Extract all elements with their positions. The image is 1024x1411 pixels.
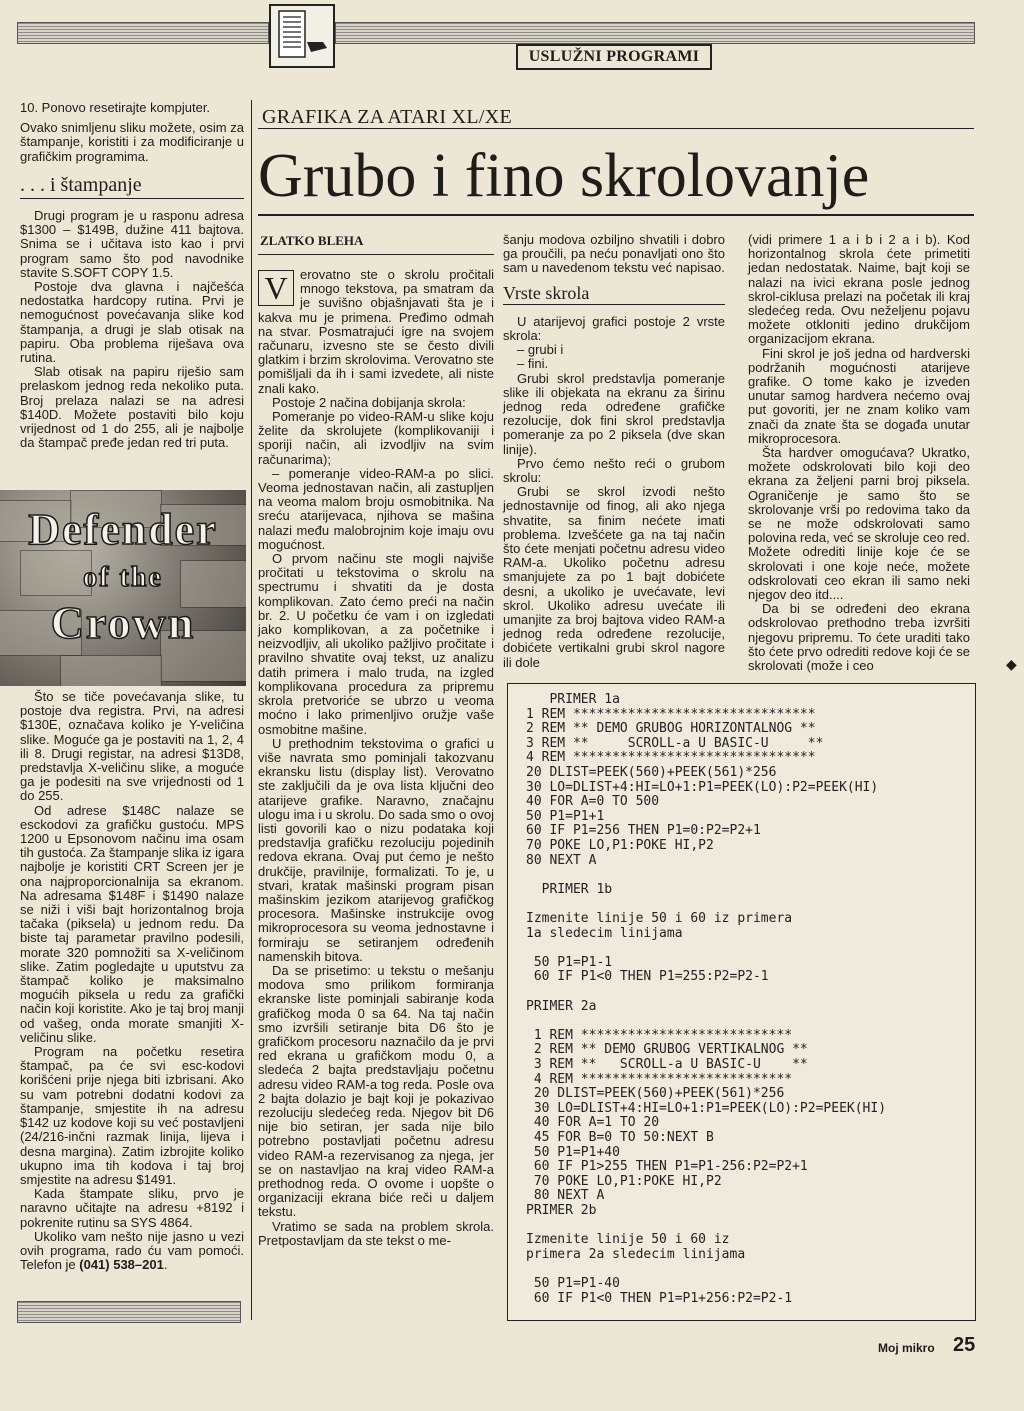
- paragraph: Drugi program je u rasponu adresa $1300 – $149B, dužine 411 bajtova. Snima se i učitava isto kao i prvi program samo što pod navodnike stavite S.SOFT COPY 1.5.: [20, 208, 244, 280]
- stone: [60, 655, 162, 686]
- vertical-rule: [251, 100, 252, 1320]
- code-line: 60 IF P1<0 THEN P1=255:P2=P2-1: [526, 969, 769, 985]
- code-line: 3 REM ** SCROLL-a U BASIC-U **: [526, 1057, 808, 1072]
- code-line: 1 REM *******************************: [526, 706, 816, 722]
- code-line: primera 2a sledecim linijama: [526, 1246, 746, 1262]
- image-word: Defender: [28, 505, 218, 554]
- paragraph: Grubi skrol predstavlja pomeranje slike ili objekata na ekranu za širinu jednog reda određene grafičke rezolucije, dok fini skrol predstavlja pomeranje za po 2 piksela (dve skan linije).: [503, 370, 725, 457]
- paragraph: Vratimo se sada na problem skrola. Pretpostavljam da ste tekst o me-: [258, 1218, 494, 1248]
- rule: [503, 304, 725, 305]
- header-stripe-left: [17, 22, 269, 44]
- paragraph: Postoje dva glavna i najčešća nedostatka hardcopy rutina. Prvi je nemogućnost povećavanja slike kod štampanja, a drugi je slab otisak na papiru. Oba problema riješava ova rutina.: [20, 279, 244, 366]
- code-line: 30 LO=DLIST+4:HI=LO+1:P1=PEEK(LO):P2=PEEK(HI): [526, 1100, 887, 1116]
- paragraph: – pomeranje video-RAM-a po slici. Veoma jednostavan način, ali zastupljen na veoma malom broju osmobitnika. Na sreću atarijevaca, njihova se mašina nalazi među malobrojnim koje imaju ovu mogućnost.: [258, 465, 494, 552]
- article-title: Grubo i fino skrolovanje: [258, 142, 870, 210]
- code-line: 70 POKE LO,P1:POKE HI,P2: [526, 1173, 722, 1189]
- author-rule: [258, 254, 494, 255]
- paragraph: (vidi primere 1 a i b i 2 a i b). Kod horizontalnog skrola ćete primetiti jedan nedostatak. Naime, bajt koji se nalazi na ivici ekrana posle jednog skrol-ciklusa prelazi na početak ili kraj sledećeg reda. Ovu neželjenu pojavu možete otkloniti jedino drukčijom organizacijom ekrana.: [748, 232, 970, 347]
- paragraph: O prvom načinu ste mogli najviše pročitati u tekstovima o skrolu na spectrumu i shvatiti da je dosta komplikovan. Zato ćemo preći na način br. 2. U početku će vam i on izgledati jako komplikovan, a za početnike i neizvodljiv, ali ukoliko pažljivo pročitate i pravilno shvatite ovaj tekst, uz analizu datih primera i malo truda, na izgled komplikovana procedura za pripremu skrola pretvoriće se ubrzo u veoma moćno i lako primenljivo oružje vaše osmobitne mašine.: [258, 551, 494, 737]
- paragraph: 10. Ponovo resetirajte kompjuter.: [20, 100, 211, 115]
- contact-text: Ukoliko vam nešto nije jasno u vezi ovih programa, rado ću vam pomoći. Telefon je: [20, 1228, 244, 1273]
- paragraph: Program na početku resetira štampač, pa će svi esc-kodovi korišćeni prije njega biti izbrisani. Ako su vam potrebni dodatni kodovi za štampanje, smjestite ih na adresu $142 uz kodove koji su već postavljeni (24/216-inčni razmak linija, lijeva i desna margina). Zatim izbrojite koliko ukupno ima tih kodova i taj broj smjestite na adresu $1491.: [20, 1044, 244, 1187]
- paragraph: U atarijevoj grafici postoje 2 vrste skrola:: [503, 313, 725, 344]
- paragraph: Što se tiče povećavanja slike, tu postoje dva registra. Prvi, na adresi $130E, označava koliko je Y-veličina slike. Moguće ga je postaviti na 1, 2, 4 ili 8. Drugi registar, na adresi $13D8, predstavlja X-veličinu slike, a moguće ga je podesiti na sve vrijednosti od 1 do 255.: [20, 689, 244, 804]
- title-rule: [258, 214, 974, 216]
- paragraph: Postoje 2 načina dobijanja skrola:: [272, 394, 466, 410]
- paragraph: Pomeranje po video-RAM-u slike koju želite da skrolujete (komplikovaniji i sporiji način, ali izvodljiv na svim računarima);: [258, 409, 494, 467]
- document-icon: [271, 6, 333, 66]
- left-column-bottom: [20, 690, 244, 1272]
- code-line: 50 P1=P1-40: [526, 1276, 620, 1291]
- code-line: 70 POKE LO,P1:POKE HI,P2: [526, 838, 714, 853]
- rule: [20, 198, 244, 199]
- section-label: USLUŽNI PROGRAMI: [516, 44, 712, 70]
- code-line: 50 P1=P1-1: [526, 954, 613, 970]
- article-column-3: [748, 233, 970, 673]
- code-line: PRIMER 1a: [526, 692, 620, 707]
- code-line: 2 REM ** DEMO GRUBOG HORIZONTALNOG **: [526, 721, 816, 737]
- list-item: – grubi i: [517, 342, 564, 358]
- magazine-name: Moj mikro: [878, 1341, 935, 1355]
- left-subhead: . . . i štampanje: [20, 173, 142, 196]
- code-line: 60 IF P1>255 THEN P1=P1-256:P2=P2+1: [526, 1159, 808, 1175]
- article-column-2: [503, 233, 725, 670]
- code-line: Izmenite linije 50 i 60 iz: [526, 1232, 730, 1248]
- code-line: 50 P1=P1+1: [526, 808, 605, 824]
- article-kicker: GRAFIKA ZA ATARI XL/XE: [262, 106, 513, 128]
- paragraph: Slab otisak na papiru riješio sam prelaskom jednog reda nekoliko puta. Broj prelaza nalazi se na adresi $140D. Možete postaviti bilo koju vrijednost od 1 do 255, ali je najbolje da štampač pređe jedan red tri puta.: [20, 364, 244, 451]
- code-line: Izmenite linije 50 i 60 iz primera: [526, 911, 793, 926]
- code-line: 60 IF P1=256 THEN P1=0:P2=P2+1: [526, 823, 761, 839]
- kicker-rule: [258, 128, 974, 129]
- author: ZLATKO BLEHA: [260, 233, 364, 248]
- paragraph: U prethodnim tekstovima o grafici u više navrata smo pominjali takozvanu ekransku listu (display list). Verovatno ste zaključili da je ova lista ključni deo atarijeve grafike. Naravno, značajnu ulogu ima i u skrolu. Do sada smo o ovoj listi govorili kao o nizu podataka koji predstavlja grafičku rezoluciju pojedinih redova ekrana. Ovaj put ćemo je nešto drukčije, pravilnije, formalizati. To je, u stvari, kratak mašinski program pisan mašinskim jezikom atarijevog grafičkog procesora. Mašinske instrukcije ovog mikroprocesora su veoma jednostavne i formiraju se setiranjem određenih namenskih bitova.: [258, 735, 494, 964]
- paragraph: Ovako snimljenu sliku možete, osim za štampanje, koristiti i za modificiranje u grafičkim programima.: [20, 120, 244, 164]
- code-line: 4 REM ***************************: [526, 1071, 793, 1087]
- code-line: 4 REM *******************************: [526, 750, 816, 766]
- phone-number: (041) 538–201: [79, 1257, 164, 1273]
- code-line: 1 REM ***************************: [526, 1027, 793, 1043]
- lead-text: erovatno ste o skrolu pročitali mnogo tekstova, pa smatram da je suvišno objašnjavati šta je i kakva mu je primena. Pređimo odmah na stvar. Posmatrajući igre na svojem računaru, izvesno ste se često divili glatkim i brzim skrolovima. Verovatno ste pomišljali da ih i sami izvedete, ali niste znali kako.: [258, 267, 494, 396]
- code-line: 30 LO=DLIST+4:HI=LO+1:P1=PEEK(LO):P2=PEEK(HI): [526, 779, 879, 795]
- image-word: of the: [83, 562, 163, 593]
- paragraph: Prvo ćemo nešto reći o grubom skrolu:: [503, 455, 725, 486]
- code-line: 20 DLIST=PEEK(560)+PEEK(561)*256: [526, 1086, 785, 1102]
- list-item: – fini.: [517, 356, 549, 372]
- left-column-top: [20, 101, 244, 450]
- code-line: 20 DLIST=PEEK(560)+PEEK(561)*256: [526, 765, 777, 780]
- paragraph: Grubi se skrol izvodi nešto jednostavnije od finog, ali ako njega shvatite, sa finim nećete imati problema. Izvešćete ga na taj način što ćete menjati početnu adresu video RAM-a. Ukoliko početnu adresu smanjujete za po 1 bajt dobićete desni, a ukoliko je uvećavate, levi skrol. Ukoliko adresu uvećate ili umanjite za broj bajtova video RAM-a jednog reda određene rezolucije, dobićete vertikalni grubi skrol nagore ili dole: [503, 484, 725, 670]
- section-heading: Vrste skrola: [503, 282, 590, 303]
- paragraph: Kada štampate sliku, prvo je naravno učitajte na adresu +8192 i pokrenite rutinu sa SYS 4864.: [20, 1186, 244, 1230]
- code-listing: [507, 683, 976, 1321]
- paragraph: Da se prisetimo: u tekstu o mešanju modova smo prilikom formiranja ekranske liste pominjali sabiranje koda grafičkog moda 0 sa 64. Na taj način smo izvršili setiranje bita D6 što je grafičkom procesoru naznačilo da je prvi red ekrana u grafičkom modu 0, a sledeća 2 bajta predstavljaju početnu adresu video RAM-a tog reda. Posle ova 2 bajta dolazio je bajt koji je pokazivao rezoluciju sledećeg reda. Njegov bit D6 nije bio setiran, jer sada nije bilo potrebno postavljati početnu adresu video RAM-a rezervisanog za njega, jer se on nastavljao na kraj video RAM-a prethodnog reda. O ovome i uopšte o organizaciji ekrana biće reči u daljem tekstu.: [258, 962, 494, 1220]
- paragraph: Fini skrol je još jedna od hardverski podržanih mogućnosti atarijeve grafike. O tome kako je izveden unutar samog hardvera nećemo ovaj put govoriti, jer ne znam koliko vam znači da znate šta se događa unutar mikroprocesora.: [748, 345, 970, 446]
- lead-paragraph: [258, 268, 494, 396]
- code-line: 60 IF P1<0 THEN P1=P1+256:P2=P2-1: [526, 1290, 793, 1306]
- code-line: 80 NEXT A: [526, 852, 597, 868]
- drop-cap: V: [258, 270, 294, 306]
- code-line: 40 FOR A=0 TO 500: [526, 794, 660, 810]
- code-line: PRIMER 2b: [526, 1203, 597, 1218]
- article-column-1: [258, 268, 494, 1248]
- code-line: PRIMER 2a: [526, 998, 597, 1014]
- left-footer-stripe: [17, 1301, 241, 1323]
- continue-arrow-icon: ◆: [1006, 656, 1017, 672]
- paragraph: Ukoliko vam nešto nije jasno u vezi ovih programa, rado ću vam pomoći. Telefon je (041) 538–201.: [20, 1228, 244, 1273]
- code-line: PRIMER 1b: [526, 881, 613, 897]
- code-line: 50 P1=P1+40: [526, 1144, 620, 1160]
- paragraph: Da bi se određeni deo ekrana odskrolovao prethodno treba izvršiti njegovu pripremu. To ćete uraditi tako što ćete prvo odrediti redove koji će se skrolovati (može i ceo: [748, 601, 970, 674]
- header-stripe-right: [335, 22, 975, 44]
- paragraph: Šta hardver omogućava? Ukratko, možete odskrolovati bilo koji deo ekrana za željeni parni broj piksela. Ograničenje je samo što se skrolovanje vrši po redovima tako da se ne može odskrolovati samo polovina reda, već se skroluje ceo red. Možete odrediti linije koje će se skrolovati i one koje neće, možete odskrolovati ceo ekran ili samo neki njegov deo itd....: [748, 445, 970, 603]
- code-line: 2 REM ** DEMO GRUBOG VERTIKALNOG **: [526, 1042, 808, 1058]
- image-word: Crown: [50, 597, 196, 648]
- defender-of-the-crown-image: [0, 490, 246, 686]
- paragraph: šanju modova ozbiljno shvatili i dobro ga proučili, pa neću ponavljati ono što sam u navedenom tekstu već napisao.: [503, 232, 725, 276]
- page-number: 25: [953, 1334, 976, 1356]
- paragraph: Od adrese $148C nalaze se esckodovi za grafičku gustoću. MPS 1200 u Epsonovom načinu ima osam tih gustoća. Za štampanje slika iz igara najbolje je koristiti CRT Screen jer je ona najproporcionalnija sa ekranom. Na adresama $148F i $1490 nalaze se niži i viši bajt horizontalnog broja tačaka (piksela) u jednom redu. Da biste taj parametar pravilno podesili, morate 320 pomnožiti sa X-veličinom slike. Zatim pogledajte u uputstvu za štampač koliko je maksimalno mogućih piksela u redu za grafički način koji koristite. Ako je taj broj manji od vašeg, onda morate smanjiti X-veličinu slike.: [20, 802, 244, 1045]
- code-line: 45 FOR B=0 TO 50:NEXT B: [526, 1130, 714, 1145]
- code-line: 3 REM ** SCROLL-a U BASIC-U **: [526, 735, 824, 751]
- code-line: 40 FOR A=1 TO 20: [526, 1115, 660, 1131]
- code-line: 80 NEXT A: [526, 1188, 605, 1204]
- code-line: 1a sledecim linijama: [526, 925, 683, 941]
- section-icon: [269, 4, 335, 68]
